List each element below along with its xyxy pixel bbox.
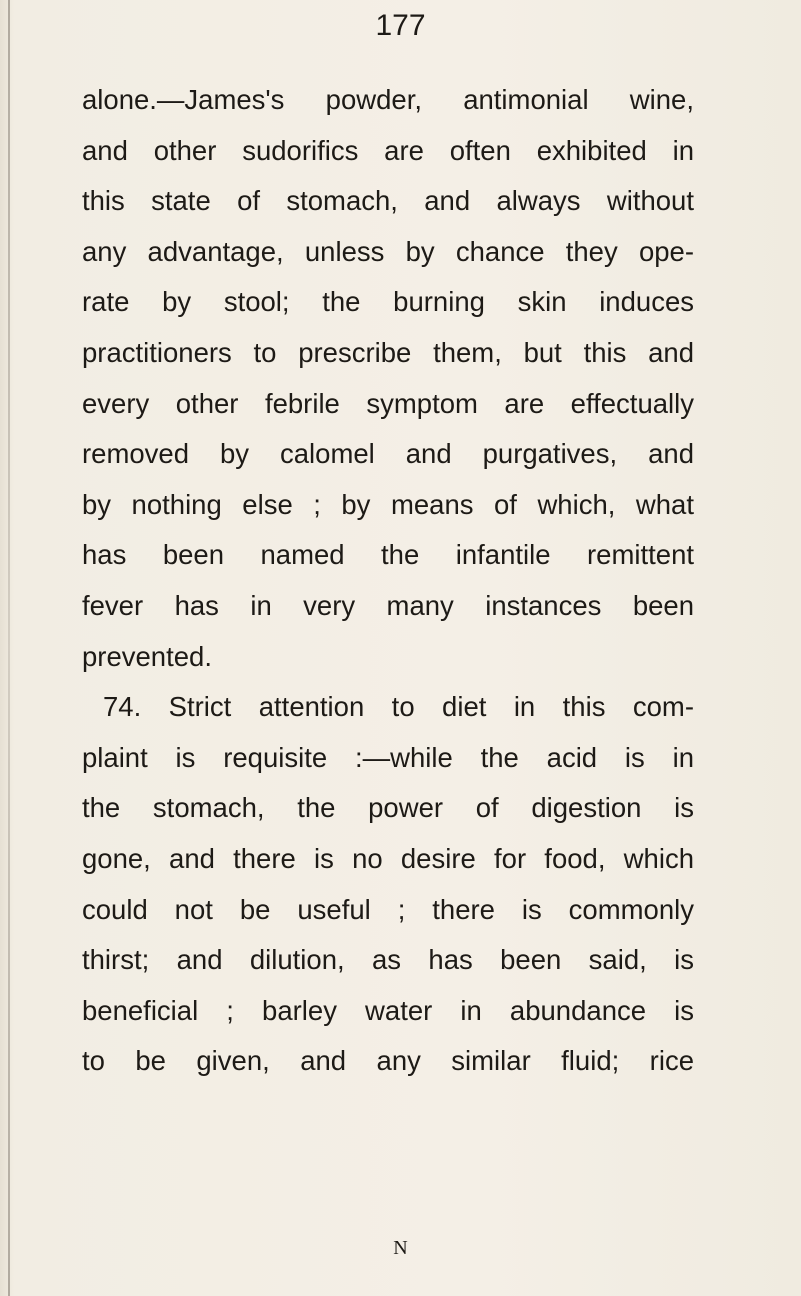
text-line: removed by calomel and purgatives, and bbox=[82, 438, 694, 470]
text-line: by nothing else ; by means of which, what bbox=[82, 488, 694, 520]
text-line: the stomach, the power of digestion is bbox=[82, 792, 694, 824]
text-line: fever has in very many instances been bbox=[82, 589, 694, 621]
text-line: practitioners to prescribe them, but this and bbox=[82, 336, 694, 368]
text-line: to be given, and any similar fluid; rice bbox=[82, 1045, 694, 1077]
binding-gutter bbox=[8, 0, 10, 1296]
paragraph bbox=[82, 75, 694, 682]
text-line: thirst; and dilution, as has been said, is bbox=[82, 944, 694, 976]
text-line: any advantage, unless by chance they ope- bbox=[82, 235, 694, 267]
text-line: and other sudorifics are often exhibited in bbox=[82, 134, 694, 166]
text-line: alone.—James's powder, antimonial wine, bbox=[82, 84, 694, 115]
body-text bbox=[82, 75, 694, 1087]
text-line: gone, and there is no desire for food, which bbox=[82, 842, 694, 874]
text-line: has been named the infantile remittent bbox=[82, 539, 694, 571]
text-line: 74. Strict attention to diet in this com- bbox=[103, 691, 694, 723]
text-line: beneficial ; barley water in abundance is bbox=[82, 994, 694, 1026]
page-number: 177 bbox=[375, 9, 426, 42]
text-line: could not be useful ; there is commonly bbox=[82, 893, 694, 925]
text-line: plaint is requisite :—while the acid is in bbox=[82, 741, 694, 773]
text-line: this state of stomach, and always without bbox=[82, 185, 694, 217]
text-line: rate by stool; the burning skin induces bbox=[82, 286, 694, 318]
signature-mark: N bbox=[393, 1237, 408, 1259]
text-line: every other febrile symptom are effectually bbox=[82, 387, 694, 419]
paragraph bbox=[82, 682, 694, 1087]
text-line: prevented. bbox=[82, 640, 212, 672]
